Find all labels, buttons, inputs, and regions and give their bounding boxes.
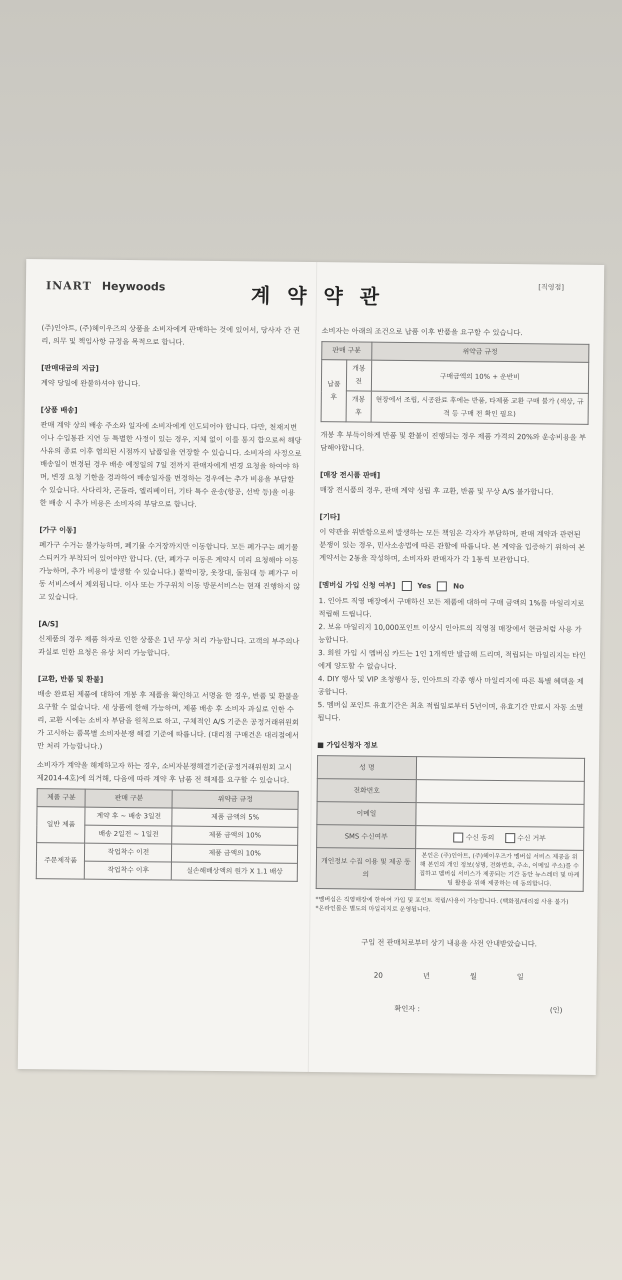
date-d-label: 일 (516, 972, 524, 982)
email-field[interactable] (416, 803, 584, 828)
logo-row (46, 279, 166, 293)
exchange-text: 배송 완료된 제품에 대하여 개봉 후 제품을 확인하고 서명을 한 경우, 반품 및 환불을 요구할 수 없습니다. 새 상품에 한해 가능하며, 제품 배송 후 소비자 과실로 인한 수리, 교환 시에는 소비자 부담을 원칙으로 하고, 구체적인 A/S 기준은 공정거래위원회가 고시하는 품목별 소비자분쟁 해결 기준에 따릅니다. (대리점 구매건은 대리점에서만 처리 가능합니다.) (37, 689, 300, 751)
left-column (36, 321, 304, 896)
sms-reject-checkbox[interactable] (505, 833, 515, 843)
table-row (36, 843, 297, 864)
table-cell: 주문제작품 (36, 843, 85, 880)
table-cell: 배송 2일전 ~ 1일전 (85, 825, 172, 844)
list-item: 5. 멤버십 포인트 유효기간은 최초 적립일로부터 5년이며, 유효기간 만료시 자동 소멸됩니다. (317, 700, 584, 723)
sms-label: SMS 수신여부 (317, 825, 416, 849)
table-cell: 현장에서 조립, 시공완료 후에는 반품, 타제품 교환 구매 불가 (색상, 규격 등 구매 전 확인 필요) (371, 391, 589, 424)
name-field[interactable] (416, 757, 584, 782)
privacy-text: 본인은 (주)인아트, (주)헤이우즈가 멤버십 서비스 제공을 위해 본인의 개인 정보(성명, 전화번호, 주소, 이메일 주소)를 수집하고 멤버십 서비스가 제공되는 기간 동안 뉴스레터 및 마케팅 활용을 위해 제공하는 데 동의합니다. (415, 849, 583, 892)
sms-reject-label: 수신 거부 (517, 833, 546, 842)
document-title: 계 약 약 관 (250, 283, 385, 309)
delivery-heading: [상품 배송] (40, 405, 78, 415)
list-item: 2. 보유 마일리지 10,000포인트 이상시 인아트의 직영점 매장에서 현금처럼 사용 가능합니다. (318, 622, 582, 645)
table-cell: 개봉 전 (346, 360, 371, 391)
table-cell: 작업착수 이전 (85, 843, 172, 862)
return-penalty-table (321, 341, 590, 425)
table-row (321, 360, 588, 394)
name-label: 성 명 (317, 756, 416, 780)
payment-heading: [판매대금의 지급] (41, 363, 99, 373)
cancel-text: 소비자가 계약을 해제하고자 하는 경우, 소비자분쟁해결기준(공정거래위원회 고시 제2014-4호)에 의거해, 다음에 따라 계약 후 납품 전 해제를 요구할 수 있습니다. (36, 760, 292, 785)
right-column (314, 324, 589, 1017)
delivery-text: 판매 계약 상의 배송 주소와 일자에 소비자에게 인도되어야 합니다. 다만, 천재지변이나 수입통관 지연 등 특별한 사정이 있는 경우, 지체 없이 이를 통지 함으로써 해당 사유의 종료 이후 협의된 시점까지 납품일을 연장할 수 있습니다. 소비자의 사정으로 배송일이 변경된 경우 배송 예정일의 7일 전까지 판매자에게 변경 요청을 하여야 하며, 변경 요청 기한을 경과하여 배송일자를 변경하는 경우에는 추가 비용을 부담할 수 있습니다. 사다리차, 곤돌라, 엘리베이터, 기타 특수 운송(항공, 선박 등)을 이용한 배송 시 추가 비용은 소비자의 부담으로 합니다. (39, 420, 302, 509)
table-cell: 제품 금액의 5% (172, 808, 298, 827)
table-row (321, 391, 588, 425)
table-header: 위약금 규정 (371, 342, 589, 362)
sms-options (416, 826, 584, 851)
date-m-label: 월 (469, 971, 477, 981)
contract-document (18, 259, 604, 1075)
sms-agree-label: 수신 동의 (465, 833, 495, 842)
exchange-heading: [교환, 반품 및 환불] (37, 674, 104, 684)
list-item: 3. 회원 가입 시 멤버십 카드는 1인 1개씩만 발급해 드리며, 적립되는 마일리지는 타인에게 양도할 수 없습니다. (317, 648, 587, 671)
table-cell: 제품 금액의 10% (172, 826, 298, 845)
date-y-label: 년 (422, 971, 430, 981)
furniture-move-text: 폐가구 수거는 불가능하며, 폐기물 수거장까지만 이동합니다. 모든 폐가구는 폐기물 스티커가 부착되어 있어야만 합니다. (단, 폐가구 이동은 계약시 미리 요청해야 이동가능하며, 추가 비용이 발생할 수 있습니다.) 붙박이장, 옷장대, 돌침대 등 폐가구 이동 서비스에서 제외됩니다. 이사 또는 가구위치 이동 방문서비스는 현재 진행하지 않고 있습니다. (38, 540, 301, 602)
table-cell: 개봉 후 (346, 391, 371, 422)
table-cell: 일반 제품 (37, 807, 86, 844)
sms-agree-checkbox[interactable] (454, 832, 464, 842)
payment-text: 계약 당일에 완불하셔야 합니다. (40, 378, 141, 389)
table-cell: 작업착수 이후 (85, 861, 172, 880)
phone-field[interactable] (416, 780, 584, 805)
table-cell: 납품 후 (321, 360, 346, 422)
as-text: 신제품의 경우 제품 하자로 인한 상품은 1년 무상 처리 가능합니다. 고객의 부주의나 과실로 인한 요청은 유상 처리 가능합니다. (38, 634, 300, 658)
list-item: 1. 인아트 직영 매장에서 구매하신 모든 제품에 대하여 구매 금액의 1%를 마일리지로 적립해 드립니다. (318, 596, 585, 619)
membership-list (317, 594, 586, 727)
table-header: 판매 구분 (85, 789, 172, 808)
return-intro: 소비자는 아래의 조건으로 납품 이후 반품을 요구할 수 있습니다. (321, 326, 523, 338)
heywoods-logo: Heywoods (101, 279, 166, 294)
membership-note: *멤버십은 직영매장에 한하여 가입 및 포인트 적립/사용이 가능합니다. (백화점/대리점 사용 불가) (315, 896, 569, 906)
applicant-heading: ■ 가입신청자 정보 (317, 740, 378, 750)
etc-text: 이 약관을 위반함으로써 발생하는 모든 책임은 각자가 부담하며, 판매 계약과 관련된 분쟁이 있는 경우, 민사소송법에 따른 관할에 따릅니다. 본 계약을 입증하기 위하여 본 계약서는 2통을 작성하며, 소비자와 판매자가 각 1통씩 보관합니다. (319, 527, 586, 565)
applicant-form (316, 755, 585, 892)
yes-label: Yes (417, 581, 432, 591)
online-note: *온라인몰은 별도의 마일리지로 운영됩니다. (315, 905, 431, 914)
no-checkbox[interactable] (437, 581, 447, 591)
return-note: 개봉 후 부득이하게 반품 및 환불이 진행되는 경우 제품 가격의 20%와 운송비용을 부담해야합니다. (320, 430, 587, 453)
list-item: 4. DIY 행사 및 VIP 초청행사 등, 인아트의 각종 행사 마일리지에 따른 특별 혜택을 제공합니다. (317, 674, 584, 697)
cancel-penalty-table (36, 788, 299, 882)
display-heading: [매장 전시품 판매] (319, 470, 381, 480)
inart-logo: INART (45, 279, 92, 293)
table-cell: 계약 후 ~ 배송 3일전 (85, 807, 172, 826)
no-label: No (453, 581, 465, 591)
seal-label: (인) (549, 1005, 563, 1015)
email-label: 이메일 (317, 802, 416, 826)
table-header: 제품 구분 (37, 789, 86, 808)
intro-text: (주)인아트, (주)헤이우즈의 상품을 소비자에게 판매하는 것에 있어서, 당사자 간 권리, 의무 및 책임사항 규정을 목적으로 합니다. (41, 323, 301, 347)
membership-heading: [멤버십 가입 신청 여부] (318, 580, 396, 590)
date-year: 20 (373, 970, 383, 980)
furniture-move-heading: [가구 이동] (39, 525, 77, 535)
privacy-label: 개인정보 수집 이용 및 제공 동의 (316, 848, 415, 890)
confirm-text: 구입 전 판매처로부터 상기 내용을 사전 안내받았습니다. (361, 937, 538, 949)
membership-line (319, 578, 587, 594)
as-heading: [A/S] (38, 619, 59, 629)
confirmer-label: 확인자 : (394, 1003, 421, 1014)
yes-checkbox[interactable] (401, 580, 411, 590)
table-cell: 실손해배상액의 원가 X 1.1 배상 (172, 862, 298, 881)
confirmer-line (314, 1001, 582, 1017)
table-cell: 제품 금액의 10% (172, 844, 298, 863)
table-header: 판매 구분 (322, 342, 372, 361)
table-header: 위약금 규정 (172, 790, 298, 809)
phone-label: 전화번호 (317, 779, 416, 803)
table-cell: 구매금액의 10% + 운반비 (371, 360, 589, 393)
display-text: 매장 전시품의 경우, 판매 계약 성립 후 교환, 반품 및 무상 A/S 불가합니다. (319, 485, 554, 497)
copy-tag: [직영점] (538, 283, 565, 292)
table-row (37, 807, 298, 828)
sign-date (315, 968, 583, 984)
etc-heading: [기타] (319, 512, 341, 522)
